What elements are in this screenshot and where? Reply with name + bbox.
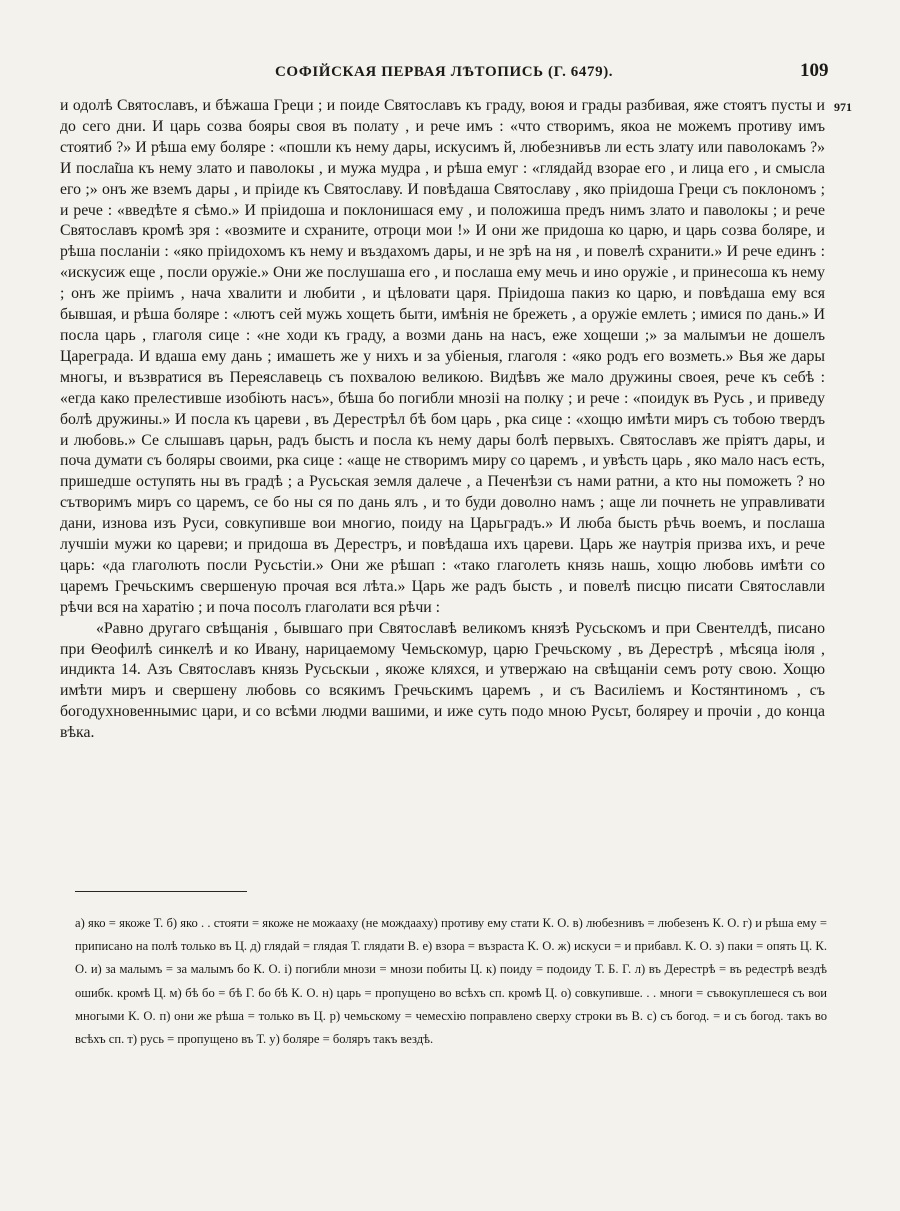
main-paragraph-1: и одолѣ Святославъ, и бѣжаша Греци ; и поиде Святославъ къ граду, воюя и грады разбивая, яже стоятъ пусты и до сего дни. И царь созва бояры своя въ полату , и рече имъ : «что створимъ, якоа не можемъ противу имъ стоятиб ?» И рѣша ему боляре : «пошли къ нему дары, искусимъ й, любезнивъв ли есть злату или паволокамъ ?» И посла̃ша къ нему злато и паволокы , и мужа мудра , и рѣша емуг : «глядайд взорае его , и лица его , и смысла его ;» онъ же вземъ дары , и прiиде къ Святославу. И повѣдаша Святославу , яко прiидоша Греци съ поклономъ ; и рече : «введѣте я сѣмо.» И прiидоша и поклонишася ему , и положиша предъ нимъ злато и паволокы ; и рече Святославъ кромѣ зря : «возмите и схраните, отроци мои !» И они же придоша ко царю, и царь созва боляре, и рѣша посланiи : «яко прiидохомъ къ нему и въздахомъ дары, и не зрѣ на ня , и повелѣ схранити.» И рече единъ : «искусиж еще , посли оружiе.» Они же послушаша его , и послаша ему мечь и ино оружiе , и принесоша къ нему ; онъ же прiимъ , нача хвалити и любити , и цѣловати царя. Прiидоша пакиз ко царю, и повѣдаша ему вся бывшая, и рѣша боляре : «лютъ сей мужь хощеть быти, имѣнiя не брежеть , а оружiе емлеть ; имися по дань.» И посла царь , глаголя сице : «не ходи къ граду, а возми дань на насъ, еже хощеши ;» за малымъи не дошелъ Цареграда. И вдаша ему дань ; имашеть же у нихъ и за убiеныя, глаголя : «яко родъ его возметь.» Вья же дары многы, и възвратися въ Переяславець съ похвалою великою. Видѣвъ же мало дружины своея, рече къ себѣ : «егда како прелестивше изобiють насъ», бѣша бо погибли мнозii на полку ; и рече : «поидук въ Русь , и приведу болѣ дружины.» И посла къ цареви , въ Дерестрѣл бѣ бом царь , рка сице : «хощю имѣти миръ съ тобою твердъ и любовь.» Се слышавъ царьн, радъ бысть и посла къ нему дары болѣ первыхъ. Святославъ же прiятъ дары, и поча думати съ боляры своими, рка сице : «аще не створимъ миру со царемъ , и увѣсть царь , яко мало насъ есть, пришедше оступять ны въ градѣ ; а Русьская земля далече , а Печенѣзи съ нами ратни, а кто ны поможеть ? но сътворимъ миръ со царемъ, се бо ны ся по дань ялъ , и то буди доволно намъ ; аще ли почнеть не управливати дани, изнова изъ Руси, совкупивше вои многио, поиду на Царьградъ.» И люба бысть рѣчь воемъ, и послаша лучшiи мужи ко цареви; и придоша въ Дерестръ, и повѣдаша ихъ цареви. Царь же наутрiя призва ихъ, и рече царь: «да глаголють посли Русьстiи.» Они же рѣшап : «тако глаголеть князь нашь, хощю любовь имѣти со царемъ Гречьскимъ свершеную прочая вся лѣта.» Царь же радъ бысть , и повелѣ писцю писати Святославли рѣчи вся на харатiю ; и поча посолъ глаголати вся рѣчи : <box>60 97 825 616</box>
running-title: СОФІЙСКАЯ ПЕРВАЯ ЛѢТОПИСЬ (Г. 6479). <box>275 64 614 80</box>
margin-year-note: 971 <box>834 100 852 114</box>
footnotes <box>75 912 827 1051</box>
page-number: 109 <box>800 60 829 81</box>
main-paragraph-2: «Равно другаго свѣщанiя , бывшаго при Святославѣ великомъ князѣ Русьскомъ и при Свентелдѣ, писано при Ѳеофилѣ синкелѣ и ко Ивану, нарицаемому Чемьскомур, царю Гречьскому , въ Дерестрѣ , мѣсяца iюля , индикта 14. Азъ Святославъ князь Русьскыи , якоже кляхся, и утвержаю на свѣщанiи семъ роту свою. Хощю имѣти миръ и свершену любовь со всякимъ Гречьскимъ царемъ , и съ Василiемъ и Костянтиномъ , съ богодухновеннымис цари, и со всѣми людми вашими, и иже суть подо мною Русьт, боляреу и прочiи , до конца вѣка. <box>60 619 825 742</box>
main-text <box>60 96 825 744</box>
page-header <box>0 62 900 88</box>
footnotes-text: а) яко = якоже Т. б) яко . . стояти = якоже не можааху (не мождааху) противу ему стати К. О. в) любезнивъ = любезенъ К. О. г) и рѣша ему = приписано на полѣ только въ Ц. д) глядай = глядая Т. глядати В. е) взора = възраста К. О. ж) искуси = и прибавл. К. О. з) паки = опять Ц. К. О. и) за малымъ = за малымъ бо К. О. i) погибли мнози = мнози побиты Ц. к) поиду = подоиду Т. Б. Г. л) въ Дерестрѣ = въ редестрѣ вездѣ ошибк. кромѣ Ц. м) бѣ бо = бѣ Г. бо бѣ К. О. н) царь = пропущено во всѣхъ сп. кромѣ Ц. о) совкупивше. . . многи = съвокуплешеся съ вои многыми К. О. п) они же рѣша = только въ Ц. р) чемьскому = чемесхiю поправлено сверху строки въ В. с) съ богод. = и съ богод. такъ во всѣхъ сп. т) русь = пропущено въ Т. у) боляре = боляръ такъ вездѣ. <box>75 916 827 1047</box>
footnote-divider <box>75 891 247 892</box>
